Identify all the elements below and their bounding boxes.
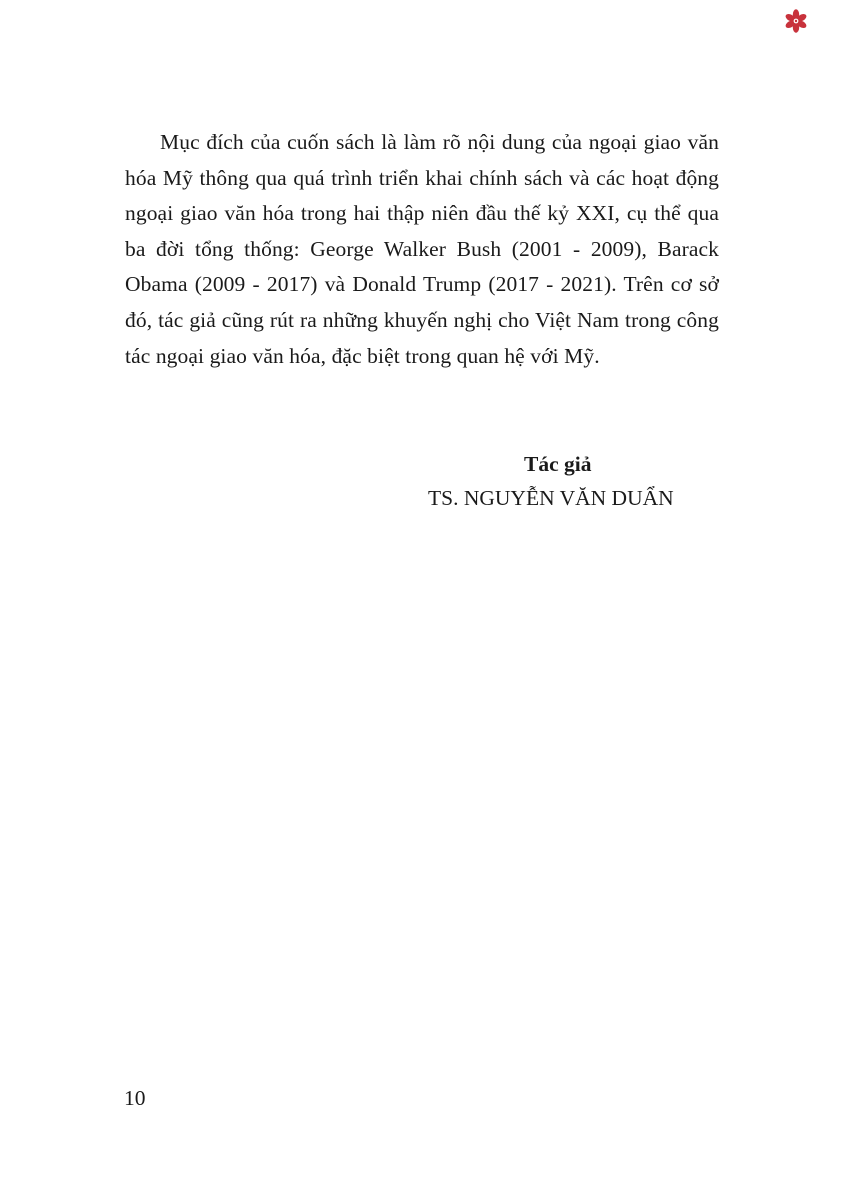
body-paragraph: Mục đích của cuốn sách là làm rõ nội dung của ngoại giao văn hóa Mỹ thông qua quá trình triển khai chính sách và các hoạt động ngoại giao văn hóa trong hai thập niên đầu thế kỷ XXI, cụ thể qua ba đời tổng thống: George Walker Bush (2001 - 2009), Barack Obama (2009 - 2017) và Donald Trump (2017 - 2021). Trên cơ sở đó, tác giả cũng rút ra những khuyến nghị cho Việt Nam trong công tác ngoại giao văn hóa, đặc biệt trong quan hệ với Mỹ. (125, 130, 719, 368)
flower-logo-icon (783, 8, 809, 34)
page-number: 10 (124, 1086, 146, 1110)
signature-name: TS. NGUYỄN VĂN DUẨN (428, 486, 674, 510)
signature-role: Tác giả (524, 452, 592, 476)
